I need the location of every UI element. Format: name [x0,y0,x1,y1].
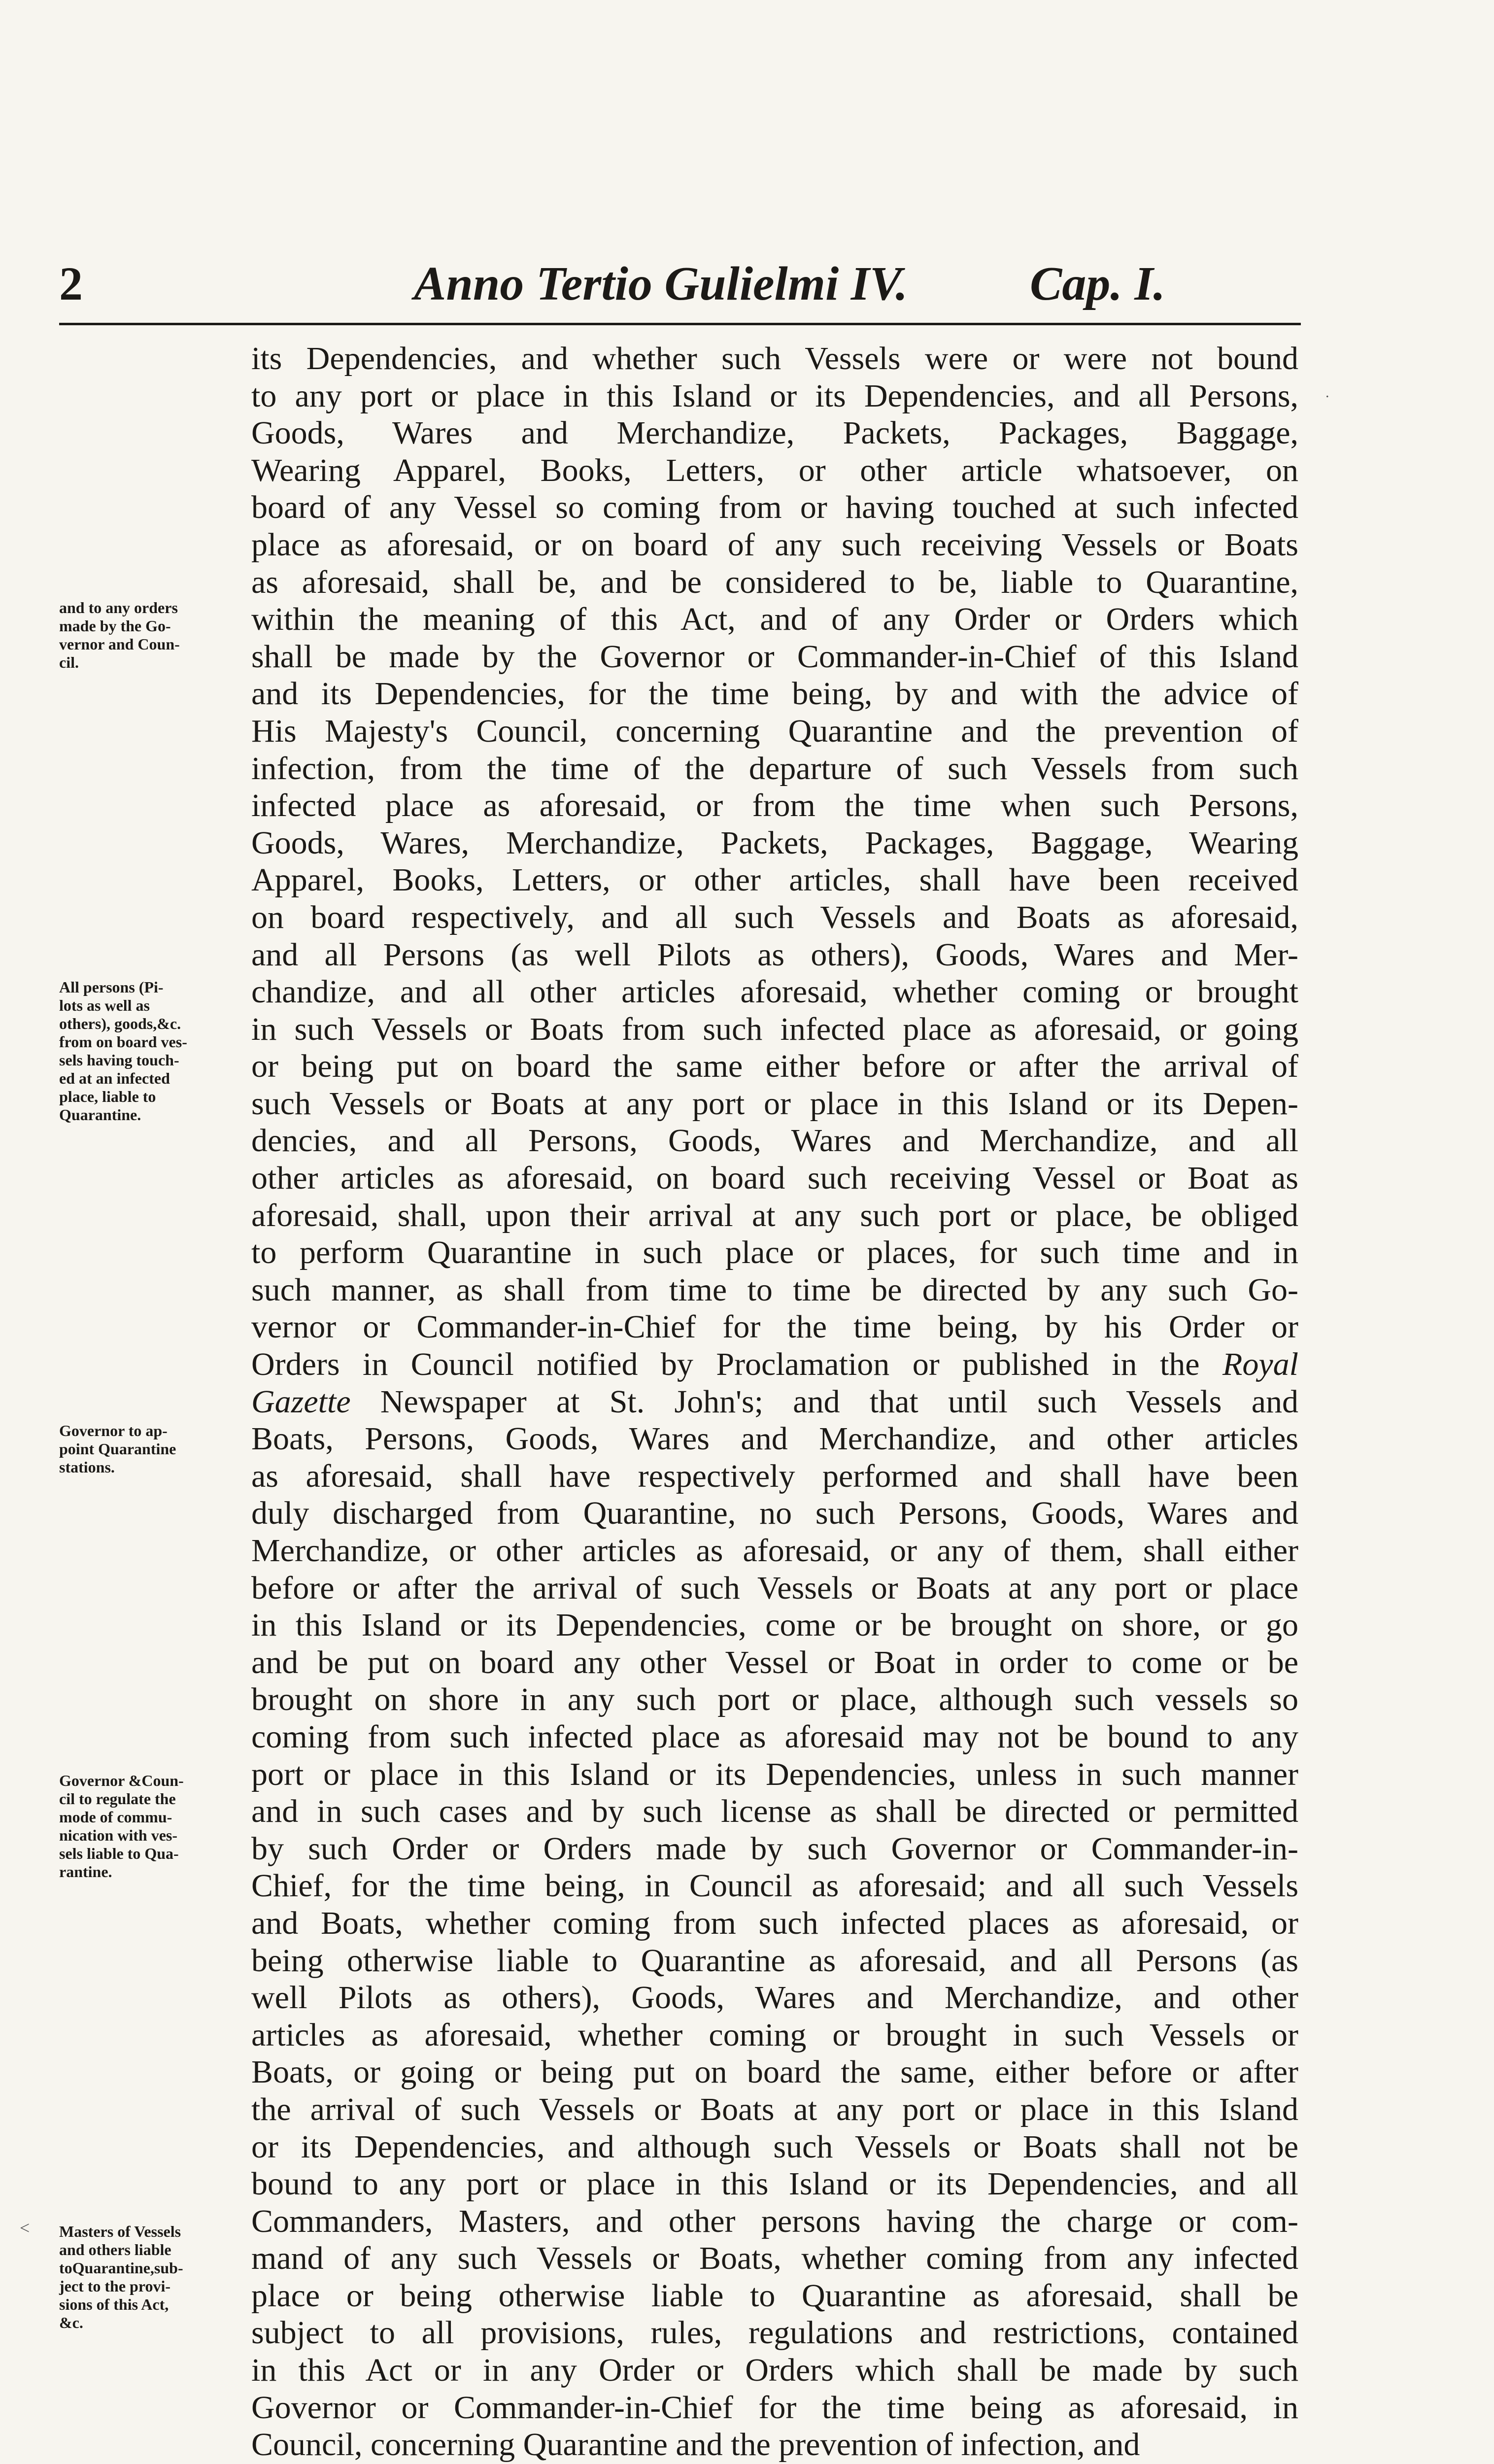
body-line: Boats, Persons, Goods, Wares and Merchandize, and other articles [251,1421,1298,1457]
body-line: port or place in this Island or its Dependencies, unless in such manner [251,1756,1298,1792]
body-line: Merchandize, or other articles as aforesaid, or any of them, shall either [251,1533,1298,1569]
body-line: within the meaning of this Act, and of any Order or Orders which [251,601,1298,638]
marginal-note-persons-liable [59,978,241,1124]
body-line: as aforesaid, shall be, and be considered to be, liable to Quarantine, [251,564,1298,600]
body-line: Chief, for the time being, in Council as aforesaid; and all such Vessels [251,1868,1298,1904]
body-line: and be put on board any other Vessel or Boat in order to come or be [251,1644,1298,1680]
marginal-note-line: sions of this Act, [59,2295,169,2313]
marginal-note-line: sels liable to Qua- [59,1845,179,1862]
body-line: Gazette Newspaper at St. John's; and that until such Vessels and [251,1383,1298,1420]
body-line: to any port or place in this Island or its Dependencies, and all Persons, [251,377,1298,414]
body-line: or being put on board the same either before or after the arrival of [251,1048,1298,1085]
marginal-note-line: stations. [59,1458,115,1476]
stray-mark: ˂ [20,2218,30,2238]
marginal-note-line: and others liable [59,2241,171,2259]
marginal-note-line: cil to regulate the [59,1790,176,1808]
body-line: Goods, Wares and Merchandize, Packets, Packages, Baggage, [251,415,1298,451]
body-line: duly discharged from Quarantine, no such Persons, Goods, Wares and [251,1495,1298,1532]
italic-word: Royal [1222,1346,1298,1383]
marginal-note-line: others), goods,&c. [59,1015,181,1032]
body-line: coming from such infected place as aforesaid may not be bound to any [251,1718,1298,1755]
body-line: its Dependencies, and whether such Vessels were or were not bound [251,341,1298,376]
marginal-note-quarantine-stations [59,1422,241,1476]
body-line: and in such cases and by such license as shall be directed or permitted [251,1793,1298,1830]
running-title: Anno Tertio Gulielmi IV. [414,257,908,310]
body-line: on board respectively, and all such Vessels and Boats as aforesaid, [251,899,1298,935]
body-line: chandize, and all other articles aforesaid, whether coming or brought [251,974,1298,1010]
marginal-note-line: ject to the provi- [59,2277,170,2295]
body-line: aforesaid, shall, upon their arrival at any such port or place, be obliged [251,1197,1298,1233]
body-line: subject to all provisions, rules, regulations and restrictions, contained [251,2315,1298,2351]
body-line: and all Persons (as well Pilots as others), Goods, Wares and Mer- [251,936,1298,973]
body-line: Apparel, Books, Letters, or other articles, shall have been received [251,862,1298,898]
body-line: Governor or Commander-in-Chief for the time being as aforesaid, in [251,2389,1298,2426]
marginal-note-line: nication with ves- [59,1826,177,1844]
body-line: and its Dependencies, for the time being, by and with the advice of [251,676,1298,712]
body-line: in such Vessels or Boats from such infected place as aforesaid, or going [251,1011,1298,1047]
header-rule [59,323,1301,325]
body-line: Goods, Wares, Merchandize, Packets, Packages, Baggage, Wearing [251,824,1298,861]
body-line: His Majesty's Council, concerning Quarantine and the prevention of [251,713,1298,749]
body-line: such manner, as shall from time to time be directed by any such Go- [251,1271,1298,1308]
body-line: in this Island or its Dependencies, come or be brought on shore, or go [251,1607,1298,1643]
marginal-note-line: &c. [59,2314,83,2331]
body-line: shall be made by the Governor or Commander-in-Chief of this Island [251,638,1298,675]
marginal-note-masters [59,2223,241,2332]
marginal-note-line: place, liable to [59,1088,156,1105]
body-line: infection, from the time of the departure of such Vessels from such [251,750,1298,787]
marginal-note-orders [59,599,241,672]
body-line: and Boats, whether coming from such infected places as aforesaid, or [251,1905,1298,1941]
body-line: bound to any port or place in this Island or its Dependencies, and all [251,2166,1298,2202]
body-line: as aforesaid, shall have respectively performed and shall have been [251,1458,1298,1494]
marginal-note-line: vernor and Coun- [59,635,180,653]
body-line: or its Dependencies, and although such Vessels or Boats shall not be [251,2128,1298,2165]
italic-word: Gazette [251,1383,351,1420]
body-line: place as aforesaid, or on board of any such receiving Vessels or Boats [251,526,1298,563]
body-line: in this Act or in any Order or Orders which shall be made by such [251,2352,1298,2389]
body-line: Commanders, Masters, and other persons having the charge or com- [251,2203,1298,2239]
body-line: dencies, and all Persons, Goods, Wares and Merchandize, and all [251,1123,1298,1159]
marginal-note-line: lots as well as [59,996,150,1014]
body-text [251,340,1298,2464]
marginal-note-line: cil. [59,653,79,671]
body-line: mand of any such Vessels or Boats, whether coming from any infected [251,2240,1298,2277]
body-line: Wearing Apparel, Books, Letters, or other article whatsoever, on [251,452,1298,488]
marginal-note-line: mode of commu- [59,1808,172,1826]
marginal-note-line: Governor to ap- [59,1422,168,1439]
body-line: place or being otherwise liable to Quarantine as aforesaid, shall be [251,2277,1298,2314]
body-line: by such Order or Orders made by such Governor or Commander-in- [251,1830,1298,1867]
chapter-number: Cap. I. [1030,257,1166,310]
body-line: articles as aforesaid, whether coming or brought in such Vessels or [251,2017,1298,2053]
body-line: being otherwise liable to Quarantine as aforesaid, and all Persons (as [251,1942,1298,1979]
body-line: Orders in Council notified by Proclamation or published in the Royal [251,1346,1298,1383]
marginal-note-line: All persons (Pi- [59,978,164,996]
marginal-note-line: ed at an infected [59,1069,170,1087]
body-line: vernor or Commander-in-Chief for the time being, by his Order or [251,1309,1298,1345]
page-header [59,256,1296,310]
body-line: such Vessels or Boats at any port or place in this Island or its Depen- [251,1085,1298,1122]
marginal-note-line: Masters of Vessels [59,2223,181,2240]
marginal-note-line: point Quarantine [59,1440,176,1458]
stray-mark: . [1325,384,1329,401]
body-line: brought on shore in any such port or place, although such vessels so [251,1681,1298,1718]
marginal-note-line: Quarantine. [59,1106,141,1124]
marginal-note-line: Governor &Coun- [59,1772,184,1789]
marginal-note-line: sels having touch- [59,1051,179,1069]
body-line: to perform Quarantine in such place or places, for such time and in [251,1234,1298,1271]
marginal-note-communication [59,1772,241,1881]
body-line: other articles as aforesaid, on board such receiving Vessel or Boat as [251,1160,1298,1197]
body-line: before or after the arrival of such Vessels or Boats at any port or place [251,1570,1298,1606]
marginal-note-line: from on board ves- [59,1033,187,1051]
body-line: Council, concerning Quarantine and the prevention of infection, and [251,2427,1140,2463]
body-line: board of any Vessel so coming from or having touched at such infected [251,489,1298,526]
body-line: the arrival of such Vessels or Boats at any port or place in this Island [251,2091,1298,2127]
body-line: infected place as aforesaid, or from the time when such Persons, [251,787,1298,824]
marginal-note-line: made by the Go- [59,617,171,635]
marginal-note-line: toQuarantine,sub- [59,2259,183,2277]
body-line: Boats, or going or being put on board the same, either before or after [251,2054,1298,2090]
page-number: 2 [59,257,83,310]
marginal-note-line: rantine. [59,1863,112,1881]
marginal-note-line: and to any orders [59,599,178,616]
body-line: well Pilots as others), Goods, Wares and Merchandize, and other [251,1980,1298,2016]
